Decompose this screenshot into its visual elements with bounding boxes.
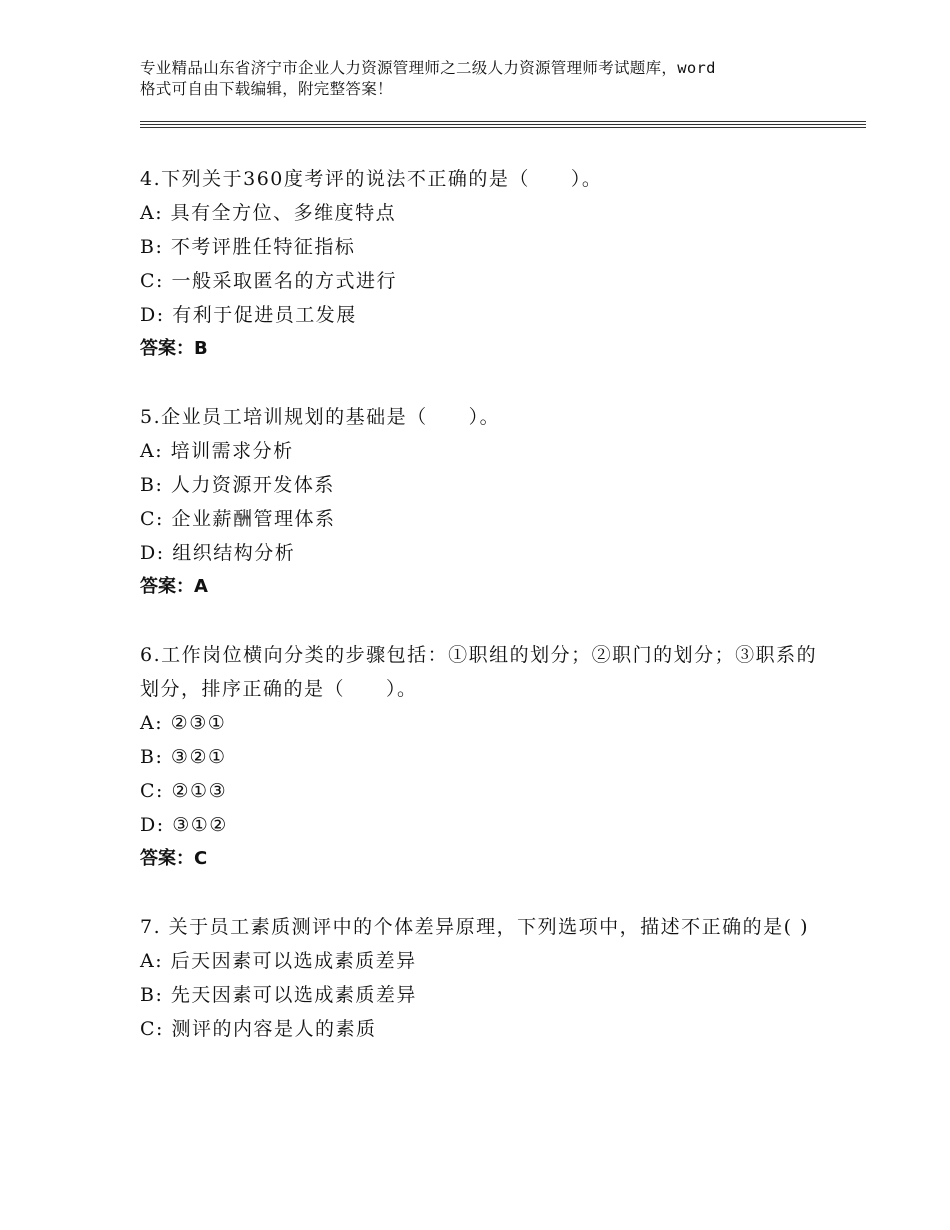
option-a <box>140 434 820 468</box>
option-text: 组织结构分析 <box>172 542 296 564</box>
header-line-2: 格式可自由下载编辑，附完整答案！ <box>140 80 393 98</box>
option-letter: B: <box>140 236 164 258</box>
question-7 <box>140 910 820 1046</box>
question-4 <box>140 162 820 366</box>
option-d <box>140 536 820 570</box>
option-c <box>140 502 820 536</box>
option-text: 有利于促进员工发展 <box>172 304 357 326</box>
option-letter: B: <box>140 746 164 768</box>
option-text: ③①② <box>172 814 228 836</box>
option-text: 人力资源开发体系 <box>170 474 335 496</box>
option-d <box>140 298 820 332</box>
option-d <box>140 808 820 842</box>
question-text: 4.下列关于360度考评的说法不正确的是（ ）。 <box>140 168 603 190</box>
answer-label: 答案：A <box>140 576 208 597</box>
option-letter: A: <box>140 950 164 972</box>
option-letter: B: <box>140 474 164 496</box>
question-text: 6.工作岗位横向分类的步骤包括：①职组的划分；②职门的划分；③职系的划分，排序正确的是（ ）。 <box>140 644 818 700</box>
header-rule <box>140 127 866 128</box>
option-c <box>140 774 820 808</box>
option-text: ③②① <box>170 746 227 768</box>
question-text: 5.企业员工培训规划的基础是（ ）。 <box>140 406 501 428</box>
header-rule <box>140 121 866 122</box>
option-b <box>140 978 820 1012</box>
header-line-1: 专业精品山东省济宁市企业人力资源管理师之二级人力资源管理师考试题库，word <box>140 59 716 77</box>
option-text: 先天因素可以选成素质差异 <box>170 984 417 1006</box>
header-rule <box>140 124 866 125</box>
option-b <box>140 740 820 774</box>
option-text: 后天因素可以选成素质差异 <box>170 950 417 972</box>
option-a <box>140 196 820 230</box>
option-c <box>140 1012 820 1046</box>
answer-label: 答案：B <box>140 338 208 359</box>
option-letter: A: <box>140 440 164 462</box>
option-letter: D: <box>140 814 165 836</box>
option-a <box>140 706 820 740</box>
answer-label: 答案：C <box>140 848 208 869</box>
option-text: 一般采取匿名的方式进行 <box>171 270 398 292</box>
option-letter: A: <box>140 202 164 224</box>
option-c <box>140 264 820 298</box>
option-letter: C: <box>140 1018 164 1040</box>
option-b <box>140 230 820 264</box>
option-letter: C: <box>140 270 164 292</box>
option-letter: C: <box>140 780 164 802</box>
option-letter: A: <box>140 712 164 734</box>
question-6 <box>140 638 820 876</box>
option-text: 不考评胜任特征指标 <box>170 236 356 258</box>
option-letter: D: <box>140 542 165 564</box>
option-b <box>140 468 820 502</box>
option-text: 企业薪酬管理体系 <box>171 508 336 530</box>
question-list <box>140 162 820 1080</box>
option-letter: D: <box>140 304 165 326</box>
option-text: ②③① <box>170 712 227 734</box>
document-header <box>140 58 830 100</box>
option-letter: B: <box>140 984 164 1006</box>
question-text: 7. 关于员工素质测评中的个体差异原理，下列选项中，描述不正确的是( ) <box>140 916 810 938</box>
option-text: ②①③ <box>171 780 228 802</box>
option-text: 具有全方位、多维度特点 <box>170 202 397 224</box>
question-5 <box>140 400 820 604</box>
option-text: 培训需求分析 <box>170 440 294 462</box>
option-letter: C: <box>140 508 164 530</box>
option-text: 测评的内容是人的素质 <box>171 1018 377 1040</box>
option-a <box>140 944 820 978</box>
